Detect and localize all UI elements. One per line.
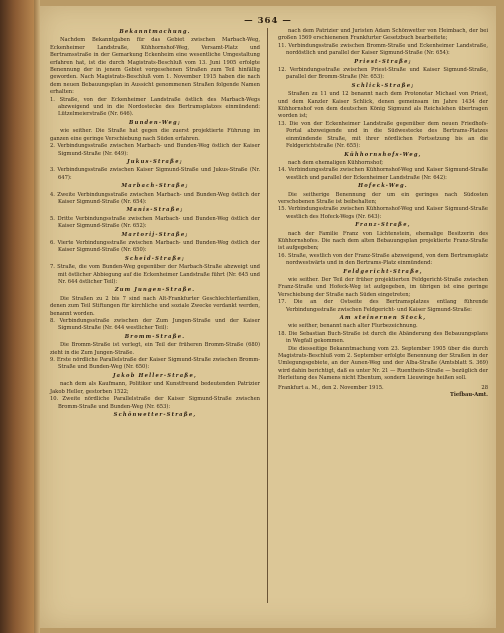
street-heading: Bunden-Weg; bbox=[129, 119, 181, 126]
numbered-item: 3. Verbindungsstraße zwischen Kaiser Sigmund-Straße und Jukus-Straße (Nr. 647): bbox=[50, 167, 260, 181]
street-heading: Scheid-Straße; bbox=[125, 255, 185, 262]
numbered-item: 18. Die Sebastian Buch-Straße ist durch die Abänderung des Bebauungsplans in Wegfall gekommen. bbox=[278, 330, 488, 345]
street-heading: Zum Jungen-Straße. bbox=[114, 287, 196, 294]
street-heading: Feldgericht-Straße, bbox=[343, 268, 423, 275]
paragraph: wie seither, benannt nach alter Flurbezeichnung. bbox=[288, 323, 418, 330]
footer bbox=[278, 385, 488, 392]
street-heading: Schlick-Straße; bbox=[351, 82, 415, 89]
office-signature-line bbox=[278, 392, 488, 399]
paragraph: nach dem als Kaufmann, Politiker und Kunstfreund bedeutenden Patrizier Jakob Heller, gestorben 1522; bbox=[50, 381, 260, 395]
street-heading: Am steinernen Stock, bbox=[339, 315, 427, 322]
paragraph: nach dem ehemaligen Kühhornshof; bbox=[288, 159, 384, 166]
place-date: Frankfurt a. M., den 2. November 1915. bbox=[278, 384, 384, 391]
numbered-item: 11. Verbindungsstraße zwischen Bromm-Straße und Eckenheimer Landstraße, nordöstlich und parallel der Kaiser Sigmund-Straße (Nr. 654): bbox=[278, 42, 488, 57]
numbered-item: 2. Verbindungsstraße zwischen Marbach- und Bunden-Weg östlich der Kaiser Sigmund-Straße (Nr. 649): bbox=[50, 143, 260, 157]
column-divider bbox=[267, 28, 268, 603]
street-heading: Jukus-Straße; bbox=[127, 158, 183, 165]
paragraph: wie seither. Die Straße hat gegen die zuerst projektierte Führung im ganzen eine geringe Verschiebung nach Süden erfahren. bbox=[50, 128, 260, 142]
paragraph: nach der Familie Franz von Lichtenstein, ehemalige Besitzerin des Kühhornshofes. Die nach dem alten Bebauungsplan projektierte Franz-Straße ist aufgegeben; bbox=[278, 230, 488, 252]
document-page bbox=[40, 6, 496, 628]
numbered-item: 7. Straße, die vom Bunden-Weg gegenüber der Marbach-Straße abzweigt und mit östlicher Abbiegung auf die Eckenheimer Landstraße führt (Nr. 645 und Nr. 644 östlicher Teil): bbox=[50, 264, 260, 285]
street-heading: Kühhornshofs-Weg, bbox=[344, 151, 422, 158]
street-heading: Priest-Straße; bbox=[354, 58, 412, 65]
numbered-item: 15. Verbindungsstraße zwischen Kühhornshof-Weg und Kaiser Sigmund-Straße westlich des Hofeck-Wegs (Nr. 643): bbox=[278, 206, 488, 220]
numbered-item: 17. Die an der Ostseite des Bertramsplatzes entlang führende Verbindungsstraße zwischen Feldgericht- und Kaiser Sigmund-Straße: bbox=[278, 299, 488, 313]
paragraph: Die diesseitige Bekanntmachung vom 23. September 1905 über die durch Magistrats-Beschluß vom 2. September erfolgte Benennung der Straßen in der Umlegungsgebiete, an der Aunen-Weg und der Alba-Straße (Amtsblatt S. 369) wird dahin berichtigt, daß es unter Nr. 21 — Ruenthein-Straße — bezüglich der Herleitung des Namens nicht Ebentum, sondern Lieuwinge heißen soll. bbox=[278, 345, 488, 382]
paragraph: Straßen zu 11 und 12 benannt nach dem Protonotar Michael von Priest, und dem Kanzler Kaiser Schlick, denen gemeinsam im Jahre 1434 der Kühhornshof von dem deutschen König Sigmund als Reichslehen übertragen worden ist; bbox=[278, 91, 488, 120]
numbered-item: 6. Vierte Verbindungsstraße zwischen Marbach- und Bunden-Weg östlich der Kaiser Sigmund-Straße (Nr. 650): bbox=[50, 239, 260, 254]
street-heading: Jakob Heller-Straße, bbox=[113, 372, 197, 379]
street-heading: Franz-Straße, bbox=[355, 222, 411, 229]
numbered-item: 1. Straße, von der Eckenheimer Landstraße östlich des Marbach-Wegs abzweigend und in die Nordostecke des Bertramsplatzes einmündend: Lützelmeierstraße (Nr. 646). bbox=[50, 96, 260, 118]
street-heading: Manis-Straße; bbox=[126, 207, 184, 214]
right-column bbox=[278, 28, 488, 400]
street-heading: Hofeck-Weg. bbox=[358, 183, 408, 190]
numbered-item: 5. Dritte Verbindungsstraße zwischen Marbach- und Bunden-Weg östlich der Kaiser Sigmund-Straße (Nr. 652): bbox=[50, 215, 260, 230]
page-reference: 28 bbox=[481, 384, 488, 391]
paragraph: wie seither. Der Teil der früher projektierten Feldgericht-Straße zwischen Franz-Straße und Hofeck-Weg ist aufgegeben, im übrigen ist eine geringe Verschiebung der Straße nach Süden eingetreten; bbox=[278, 277, 488, 298]
numbered-item: 8. Verbindungsstraße zwischen der Zum Jungen-Straße und der Kaiser Sigmund-Straße (Nr. 644 westlicher Teil): bbox=[50, 318, 260, 332]
paragraph: Die seitherige Benennung der um ein geringes nach Südosten verschobenen Straße ist beibehalten; bbox=[278, 191, 488, 205]
street-heading: Martorij-Straße; bbox=[121, 231, 189, 238]
left-column bbox=[50, 28, 260, 420]
paragraph: Die Bromm-Straße ist verlegt, ein Teil der früheren Bromm-Straße (680) zieht in die Zum Jungen-Straße. bbox=[50, 342, 260, 356]
street-heading: Bromm-Straße. bbox=[124, 333, 186, 340]
street-heading: Schönwetter-Straße, bbox=[113, 411, 197, 418]
office-name: Tiefbau-Amt. bbox=[450, 392, 488, 399]
numbered-item: 14. Verbindungsstraße zwischen Kühhornshof-Weg und Kaiser Sigmund-Straße westlich und parallel der Eckenheimer Landstraße (Nr. 642): bbox=[278, 167, 488, 181]
numbered-item: 16. Straße, westlich von der Franz-Straße abzweigend, von dem Bertramsplatz nordwestwärts und in den Bertrams-Platz einmündend: bbox=[278, 252, 488, 267]
numbered-item: 10. Zweite nördliche Parallelstraße der Kaiser Sigmund-Straße zwischen Bromm-Straße und Bunden-Weg (Nr. 653): bbox=[50, 396, 260, 410]
paragraph: nach dem Patrizier und Juristen Adam Schönwetter von Heimbach, der bei großen 1569 erschienenen Frankfurter Gesetzbuch bearbeitete; bbox=[278, 28, 488, 42]
paragraph: Die Straßen zu 2 bis 7 sind nach Alt-Frankfurter Geschlechterfamilien, denen zum Teil Stiftungen für kirchliche und soziale Zwecke verdankt werden, benannt worden. bbox=[50, 295, 260, 317]
numbered-item: 13. Die von der Eckenheimer Landstraße gegenüber dem neuen Friedhofs-Portal abzweigende und in die Südwestecke des Bertrams-Platzes einmündende Straße, mit ihrer nördlichen Fortsetzung bis an die Feldgerichtstraße (Nr. 655): bbox=[278, 120, 488, 150]
page-number: — 364 — bbox=[244, 16, 292, 26]
numbered-item: 4. Zweite Verbindungsstraße zwischen Marbach- und Bunden-Weg östlich der Kaiser Sigmund-Straße (Nr. 654): bbox=[50, 191, 260, 205]
street-heading: Bekanntmachung. bbox=[119, 29, 191, 35]
paragraph: Nachdem Bekanntgaben für das Gebiet zwischen Marbach-Weg, Eckenheimer Landstraße, Kühhornshof-Weg, Versamt-Platz und Bertramsstraße in der Gemarkung Eckenheim eine wesentliche Umgestaltung erfahren hat, ist die durch Magistrats-Beschluß vom 13. Juni 1905 erfolgte Benennung der in jenem Gebiet vorgesehenen Straßen zum Teil hinfällig geworden. Nach Magistrats-Beschluß vom 1. November 1915 haben die nach dem neuen Bebauungsplan in Aussicht genommenen Straßen folgende Namen erhalten: bbox=[50, 37, 260, 96]
numbered-item: 9. Erste nördliche Parallelstraße der Kaiser Sigmund-Straße zwischen Bromm-Straße und Bunden-Weg (Nr. 650): bbox=[50, 357, 260, 371]
numbered-item: 12. Verbindungsstraße zwischen Priest-Straße und Kaiser Sigmund-Straße, parallel der Bromm-Straße (Nr. 653): bbox=[278, 67, 488, 81]
street-heading: Marbach-Straße; bbox=[121, 183, 189, 190]
book-binding bbox=[0, 0, 34, 633]
